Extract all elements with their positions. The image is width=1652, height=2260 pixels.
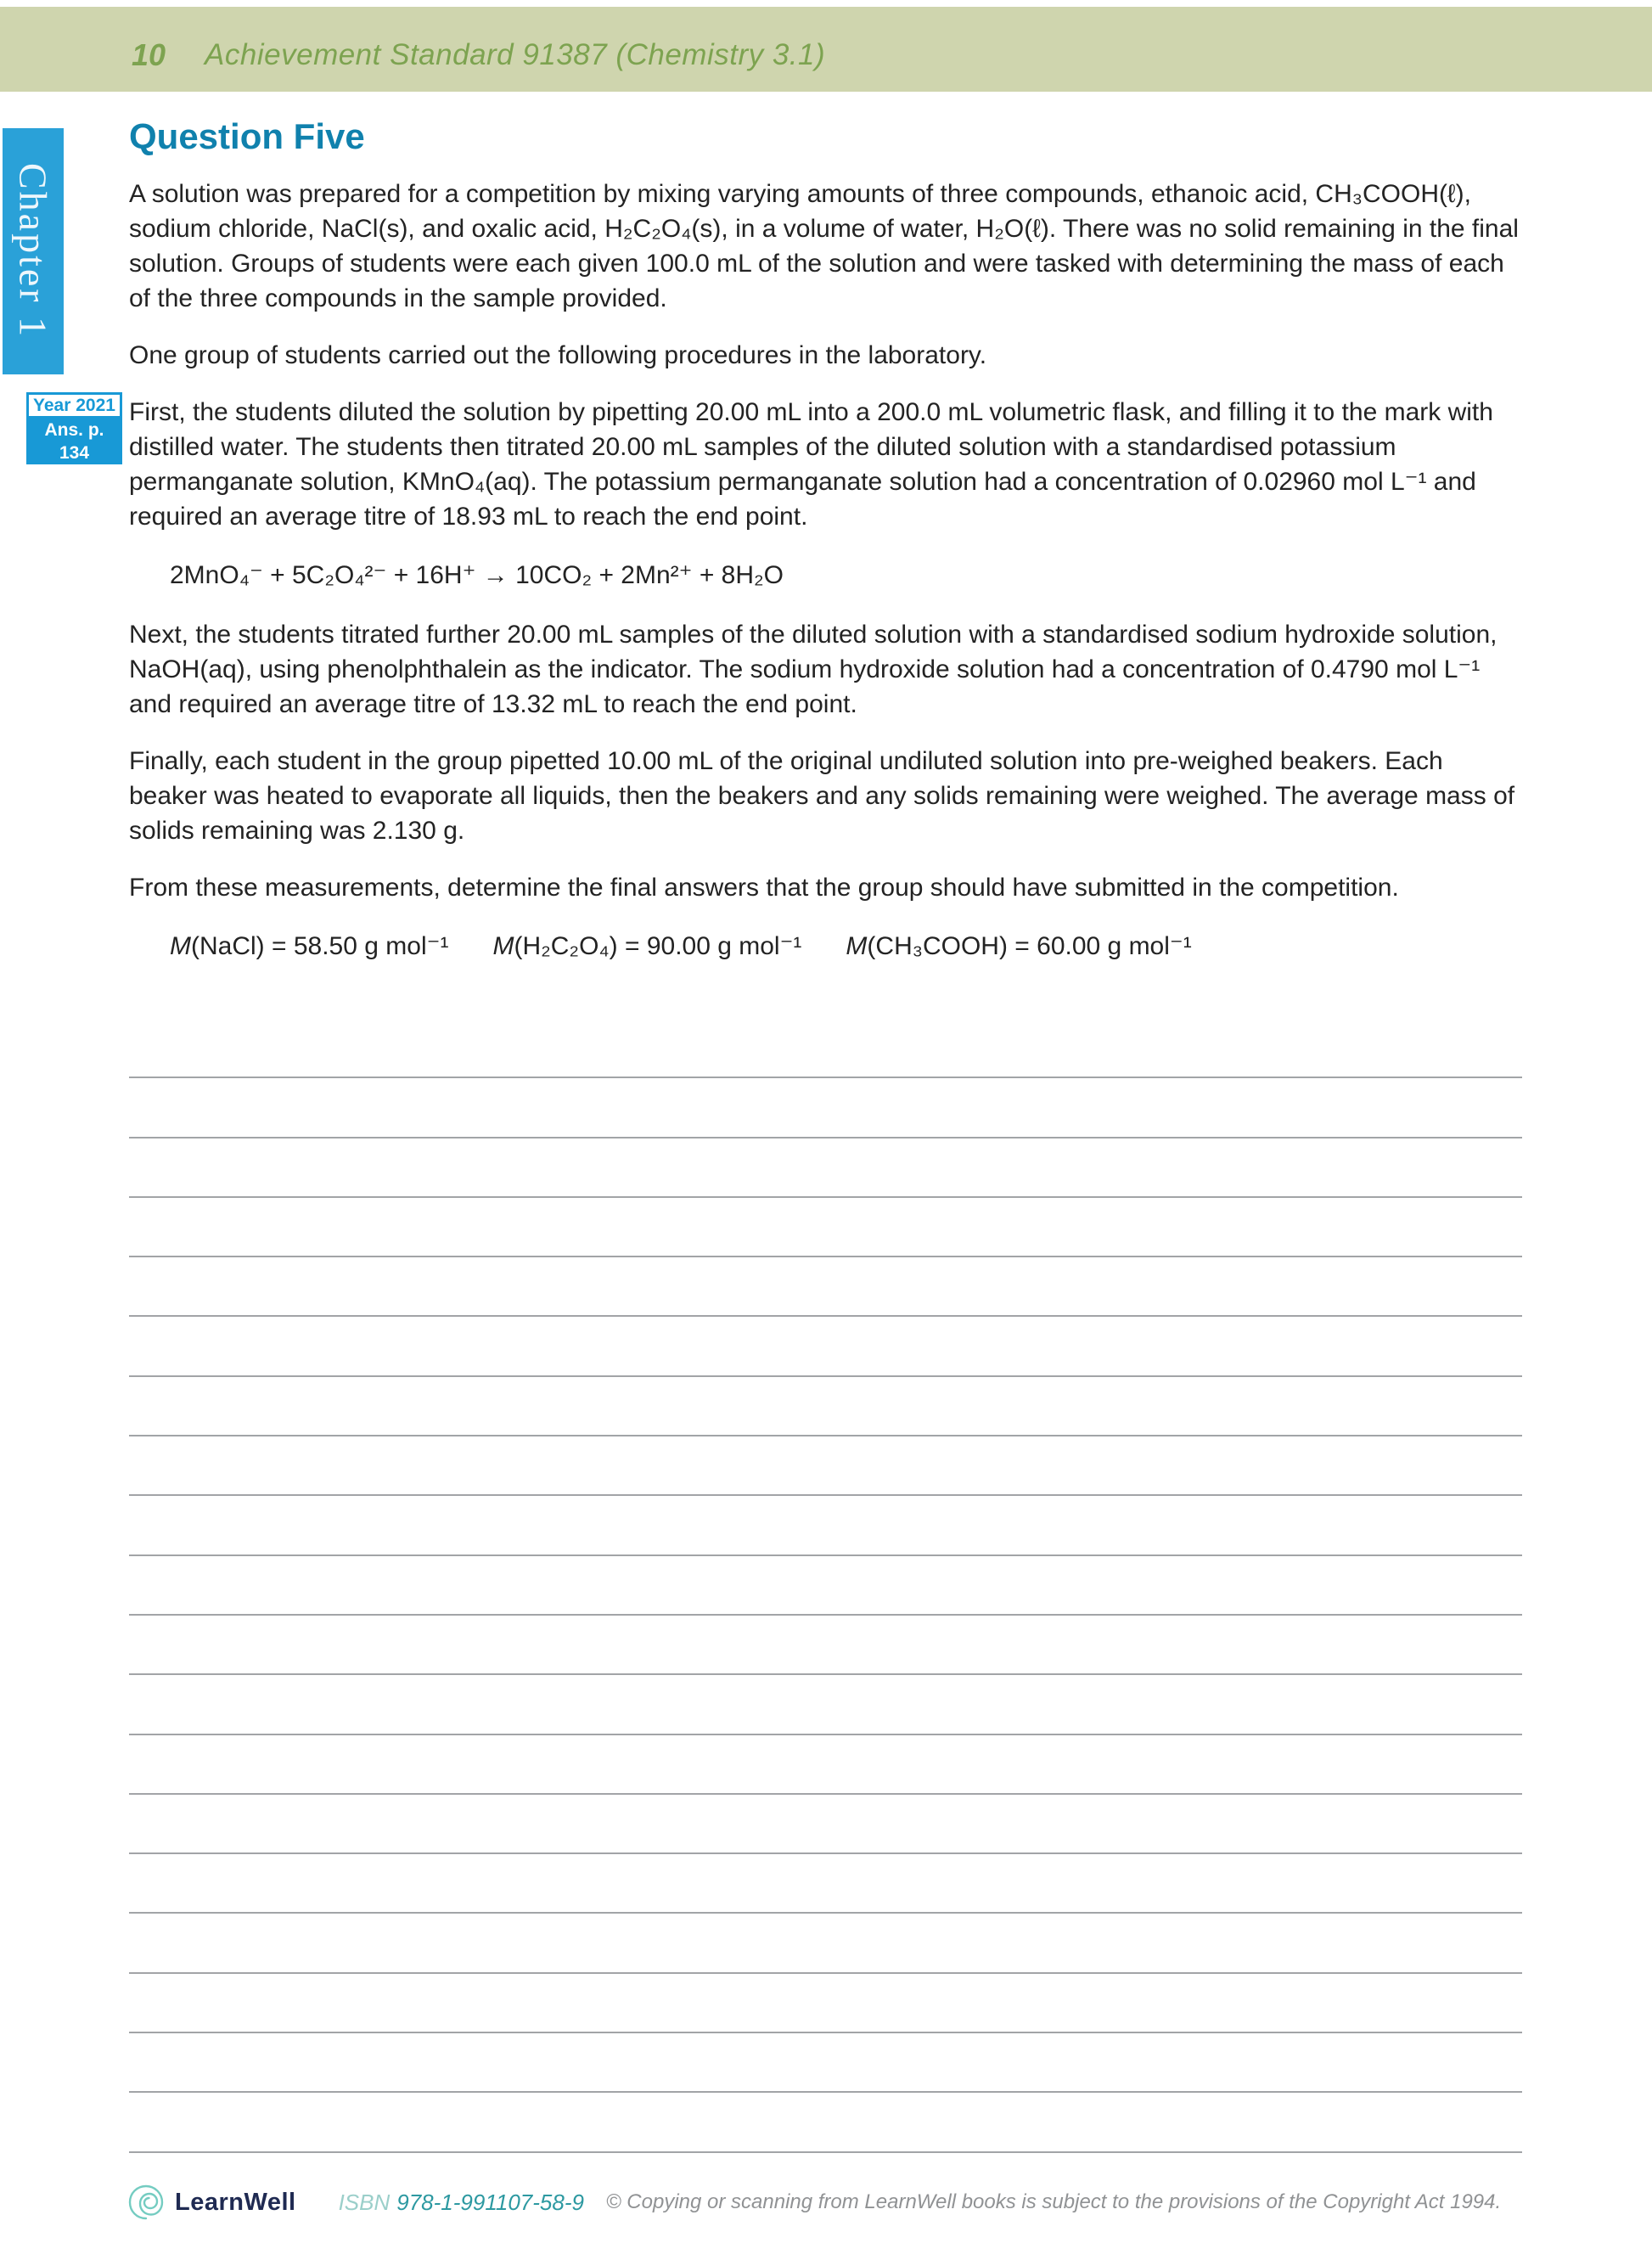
- answer-line: [129, 2093, 1522, 2152]
- question-content: [129, 117, 1522, 966]
- answer-line: [129, 1436, 1522, 1496]
- year-badge: Year 2021: [26, 392, 122, 419]
- molar-value: (NaCl) = 58.50 g mol⁻¹: [191, 932, 449, 960]
- answer-line: [129, 1377, 1522, 1436]
- answer-lines: [129, 1019, 1522, 2153]
- molar-symbol: M: [492, 932, 514, 960]
- isbn: [339, 2190, 584, 2216]
- question-title: Question Five: [129, 116, 365, 156]
- answer-line: [129, 1078, 1522, 1138]
- molar-symbol: M: [846, 932, 868, 960]
- copyright-text: © Copying or scanning from LearnWell books is subject to the provisions of the Copyright Act 1994.: [605, 2190, 1502, 2213]
- answer-line: [129, 1317, 1522, 1376]
- page-header: [0, 7, 1652, 92]
- molar-value: (H₂C₂O₄) = 90.00 g mol⁻¹: [514, 932, 802, 960]
- molar-mass-nacl: [170, 927, 448, 966]
- molar-mass-oxalic: [492, 927, 801, 966]
- learnwell-spiral-icon: [127, 2184, 165, 2221]
- reference-badge: [26, 392, 122, 464]
- molar-mass-row: [170, 927, 1522, 966]
- answer-line: [129, 1138, 1522, 1198]
- answer-line: [129, 1675, 1522, 1734]
- page-footer: [127, 2184, 1528, 2221]
- header-title: Achievement Standard 91387 (Chemistry 3.1): [205, 38, 826, 71]
- answer-line: [129, 1616, 1522, 1675]
- answer-line: [129, 1257, 1522, 1317]
- molar-value: (CH₃COOH) = 60.00 g mol⁻¹: [867, 932, 1192, 960]
- answer-line: [129, 1198, 1522, 1257]
- answer-line: [129, 1974, 1522, 2033]
- page-number: 10: [132, 37, 166, 72]
- answer-line: [129, 1914, 1522, 1973]
- procedure-overview-paragraph: One group of students carried out the following procedures in the laboratory.: [129, 341, 987, 369]
- answer-line: [129, 1019, 1522, 1078]
- molar-mass-ethanoic: [846, 927, 1191, 966]
- chemical-equation: 2MnO₄⁻ + 5C₂O₄²⁻ + 16H⁺ → 10CO₂ + 2Mn²⁺ + 8H₂O: [170, 561, 784, 589]
- naoh-titration-paragraph: Next, the students titrated further 20.00 mL samples of the diluted solution with a standardised sodium hydroxide solution, NaOH(aq), using phenolphthalein as the indicator. The sodium hydroxide solution had a concentration of 0.4790 mol L⁻¹ and required an average titre of 13.32 mL to reach the end point.: [129, 621, 1497, 718]
- answer-line: [129, 1854, 1522, 1914]
- answer-line: [129, 1795, 1522, 1854]
- chapter-tab-label: Chapter 1: [11, 163, 55, 340]
- task-paragraph: From these measurements, determine the final answers that the group should have submitted in the competition.: [129, 874, 1399, 902]
- answer-line: [129, 1735, 1522, 1795]
- answer-page-badge: Ans. p. 134: [26, 419, 122, 464]
- answer-line: [129, 1496, 1522, 1555]
- answer-line: [129, 1556, 1522, 1616]
- answer-line: [129, 2033, 1522, 2093]
- evaporation-paragraph: Finally, each student in the group pipetted 10.00 mL of the original undiluted solution into pre-weighed beakers. Each beaker was heated to evaporate all liquids, then the beakers and any solids remaining were weighed. The average mass of solids remaining was 2.130 g.: [129, 747, 1515, 845]
- intro-paragraph: A solution was prepared for a competition by mixing varying amounts of three compounds, ethanoic acid, CH₃COOH(ℓ), sodium chloride, NaCl(s), and oxalic acid, H₂C₂O₄(s), in a volume of water, H₂O(ℓ). There was no solid remaining in the final solution. Groups of students were each given 100.0 mL of the solution and were tasked with determining the mass of each of the three compounds in the sample provided.: [129, 180, 1519, 312]
- molar-symbol: M: [170, 932, 191, 960]
- brand-name: LearnWell: [175, 2188, 296, 2216]
- chapter-tab: [3, 128, 64, 374]
- isbn-label: ISBN: [338, 2189, 391, 2215]
- permanganate-titration-paragraph: First, the students diluted the solution by pipetting 20.00 mL into a 200.0 mL volumetric flask, and filling it to the mark with distilled water. The students then titrated 20.00 mL samples of the diluted solution with a standardised potassium permanganate solution, KMnO₄(aq). The potassium permanganate solution had a concentration of 0.02960 mol L⁻¹ and required an average titre of 18.93 mL to reach the end point.: [129, 398, 1493, 531]
- isbn-number: 978-1-991107-58-9: [396, 2189, 584, 2215]
